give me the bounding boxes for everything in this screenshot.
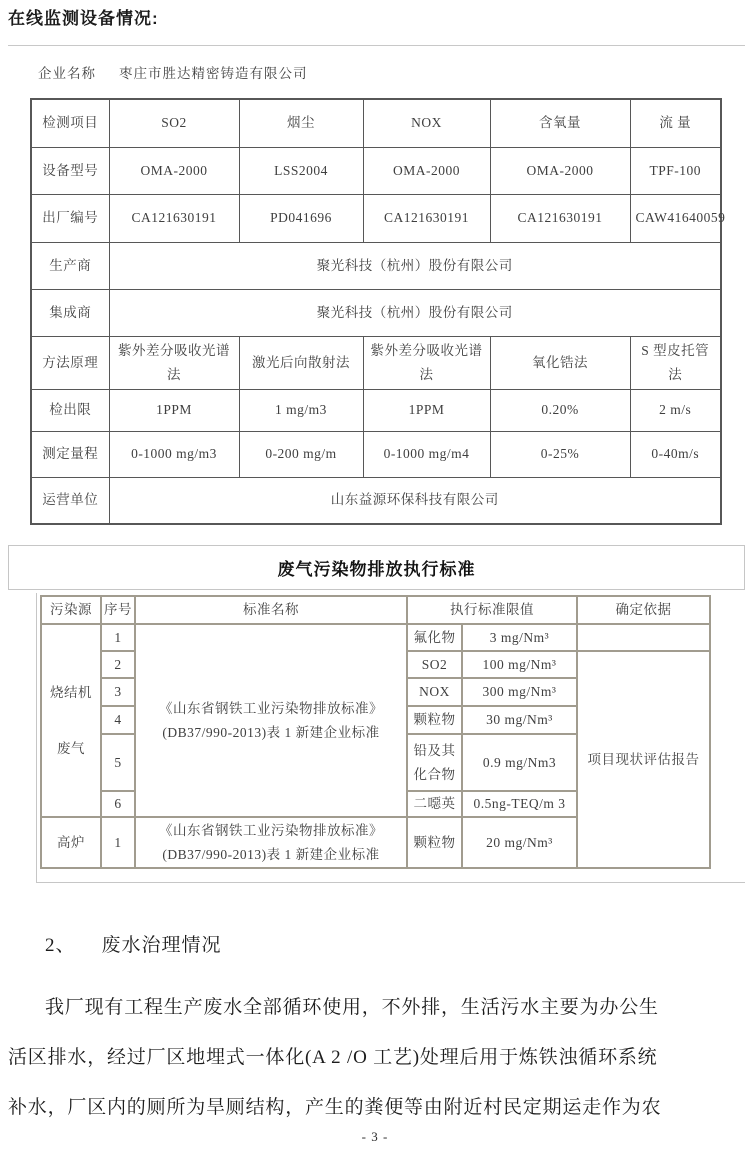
cell: 0-1000 mg/m4 — [363, 431, 490, 477]
no-cell: 5 — [101, 734, 135, 791]
table-row — [31, 99, 721, 147]
wastewater-heading — [45, 933, 745, 959]
table-row — [31, 477, 721, 524]
pollutant-cell: 铅及其化合物 — [407, 734, 462, 791]
standard-name-cell-furnace: 《山东省钢铁工业污染物排放标准》(DB37/990-2013)表 1 新建企业标准 — [135, 817, 407, 868]
header-limit: 执行标准限值 — [407, 596, 577, 624]
row-label: 检测项目 — [31, 99, 109, 147]
pollutant-cell: NOX — [407, 678, 462, 706]
cell: 1PPM — [109, 389, 239, 431]
cell: 流 量 — [630, 99, 721, 147]
table-row — [31, 336, 721, 389]
pollutant-cell: 氟化物 — [407, 624, 462, 651]
source-cell-sinter — [41, 624, 101, 817]
header-no: 序号 — [101, 596, 135, 624]
cell: 氧化锆法 — [490, 336, 630, 389]
no-cell: 1 — [101, 817, 135, 868]
cell: 紫外差分吸收光谱法 — [363, 336, 490, 389]
no-cell: 4 — [101, 706, 135, 734]
no-cell: 1 — [101, 624, 135, 651]
cell: S 型皮托管法 — [630, 336, 721, 389]
header-standard-name: 标准名称 — [135, 596, 407, 624]
no-cell: 6 — [101, 791, 135, 817]
row-label: 集成商 — [31, 289, 109, 336]
pollutant-cell: 颗粒物 — [407, 706, 462, 734]
cell: 1PPM — [363, 389, 490, 431]
table-row — [31, 289, 721, 336]
equipment-table — [30, 98, 726, 525]
table-row — [31, 147, 721, 194]
cell: LSS2004 — [239, 147, 363, 194]
row-label: 检出限 — [31, 389, 109, 431]
table-row — [31, 389, 721, 431]
limit-cell: 20 mg/Nm³ — [462, 817, 577, 868]
source-cell-furnace: 高炉 — [41, 817, 101, 868]
standards-section-title: 废气污染物排放执行标准 — [277, 560, 476, 579]
limit-cell: 0.5ng-TEQ/m 3 — [462, 791, 577, 817]
source-gap — [44, 707, 98, 735]
source-line-2: 废气 — [57, 740, 85, 756]
company-label: 企业名称 — [38, 66, 96, 81]
wastewater-paragraph — [8, 983, 745, 1133]
cell: 0-200 mg/m — [239, 431, 363, 477]
no-cell: 2 — [101, 651, 135, 678]
row-label: 运营单位 — [31, 477, 109, 524]
table-row — [31, 194, 721, 242]
paragraph-line: 补水，厂区内的厕所为旱厕结构，产生的粪便等由附近村民定期运走作为农 — [8, 1097, 662, 1118]
cell: SO2 — [109, 99, 239, 147]
cell: TPF-100 — [630, 147, 721, 194]
cell: OMA-2000 — [109, 147, 239, 194]
cell: PD041696 — [239, 194, 363, 242]
limit-cell: 30 mg/Nm³ — [462, 706, 577, 734]
cell: OMA-2000 — [490, 147, 630, 194]
cell: 2 m/s — [630, 389, 721, 431]
basis-cell: 项目现状评估报告 — [577, 651, 710, 868]
cell: 紫外差分吸收光谱法 — [109, 336, 239, 389]
limit-cell: 3 mg/Nm³ — [462, 624, 577, 651]
page-number: - 3 - — [361, 1129, 389, 1144]
table-row — [41, 624, 710, 651]
cell-span: 聚光科技（杭州）股份有限公司 — [109, 242, 721, 289]
limit-cell: 0.9 mg/Nm3 — [462, 734, 577, 791]
row-label: 出厂编号 — [31, 194, 109, 242]
limit-cell: 300 mg/Nm³ — [462, 678, 577, 706]
source-line-1: 烧结机 — [50, 684, 92, 700]
cell: 含氧量 — [490, 99, 630, 147]
cell: CAW41640059 — [630, 194, 721, 242]
top-divider — [8, 45, 745, 46]
cell: CA121630191 — [490, 194, 630, 242]
standard-name-cell-sinter: 《山东省钢铁工业污染物排放标准》(DB37/990-2013)表 1 新建企业标准 — [135, 624, 407, 817]
cell: CA121630191 — [109, 194, 239, 242]
row-label: 方法原理 — [31, 336, 109, 389]
row-label: 设备型号 — [31, 147, 109, 194]
pollutant-cell: 二噁英 — [407, 791, 462, 817]
table-header-row — [41, 596, 710, 624]
cell-span: 山东益源环保科技有限公司 — [109, 477, 721, 524]
standards-table — [40, 595, 711, 869]
header-basis: 确定依据 — [577, 596, 710, 624]
cell: 0.20% — [490, 389, 630, 431]
paragraph-line: 活区排水，经过厂区地埋式一体化(A 2 /O 工艺)处理后用于炼铁浊循环系统 — [8, 1047, 658, 1068]
row-label: 测定量程 — [31, 431, 109, 477]
row-label: 生产商 — [31, 242, 109, 289]
wastewater-heading-number: 2、 — [45, 935, 76, 956]
limit-cell: 100 mg/Nm³ — [462, 651, 577, 678]
cell: NOX — [363, 99, 490, 147]
basis-cell-empty — [577, 624, 710, 651]
cell: 0-1000 mg/m3 — [109, 431, 239, 477]
standards-table-frame — [36, 593, 745, 883]
table-row — [31, 242, 721, 289]
company-value: 枣庄市胜达精密铸造有限公司 — [119, 66, 308, 81]
cell: 烟尘 — [239, 99, 363, 147]
table-row — [31, 431, 721, 477]
cell: 1 mg/m3 — [239, 389, 363, 431]
cell: 0-25% — [490, 431, 630, 477]
no-cell: 3 — [101, 678, 135, 706]
paragraph-line: 我厂现有工程生产废水全部循环使用，不外排，生活污水主要为办公生 — [45, 997, 659, 1018]
cell: CA121630191 — [363, 194, 490, 242]
pollutant-cell: SO2 — [407, 651, 462, 678]
wastewater-heading-title: 废水治理情况 — [101, 935, 222, 956]
cell: 0-40m/s — [630, 431, 721, 477]
cell: OMA-2000 — [363, 147, 490, 194]
page-title: 在线监测设备情况: — [8, 9, 159, 28]
header-source: 污染源 — [41, 596, 101, 624]
cell-span: 聚光科技（杭州）股份有限公司 — [109, 289, 721, 336]
standards-title-band — [8, 545, 745, 590]
pollutant-cell: 颗粒物 — [407, 817, 462, 868]
company-name-row — [38, 63, 745, 85]
cell: 激光后向散射法 — [239, 336, 363, 389]
